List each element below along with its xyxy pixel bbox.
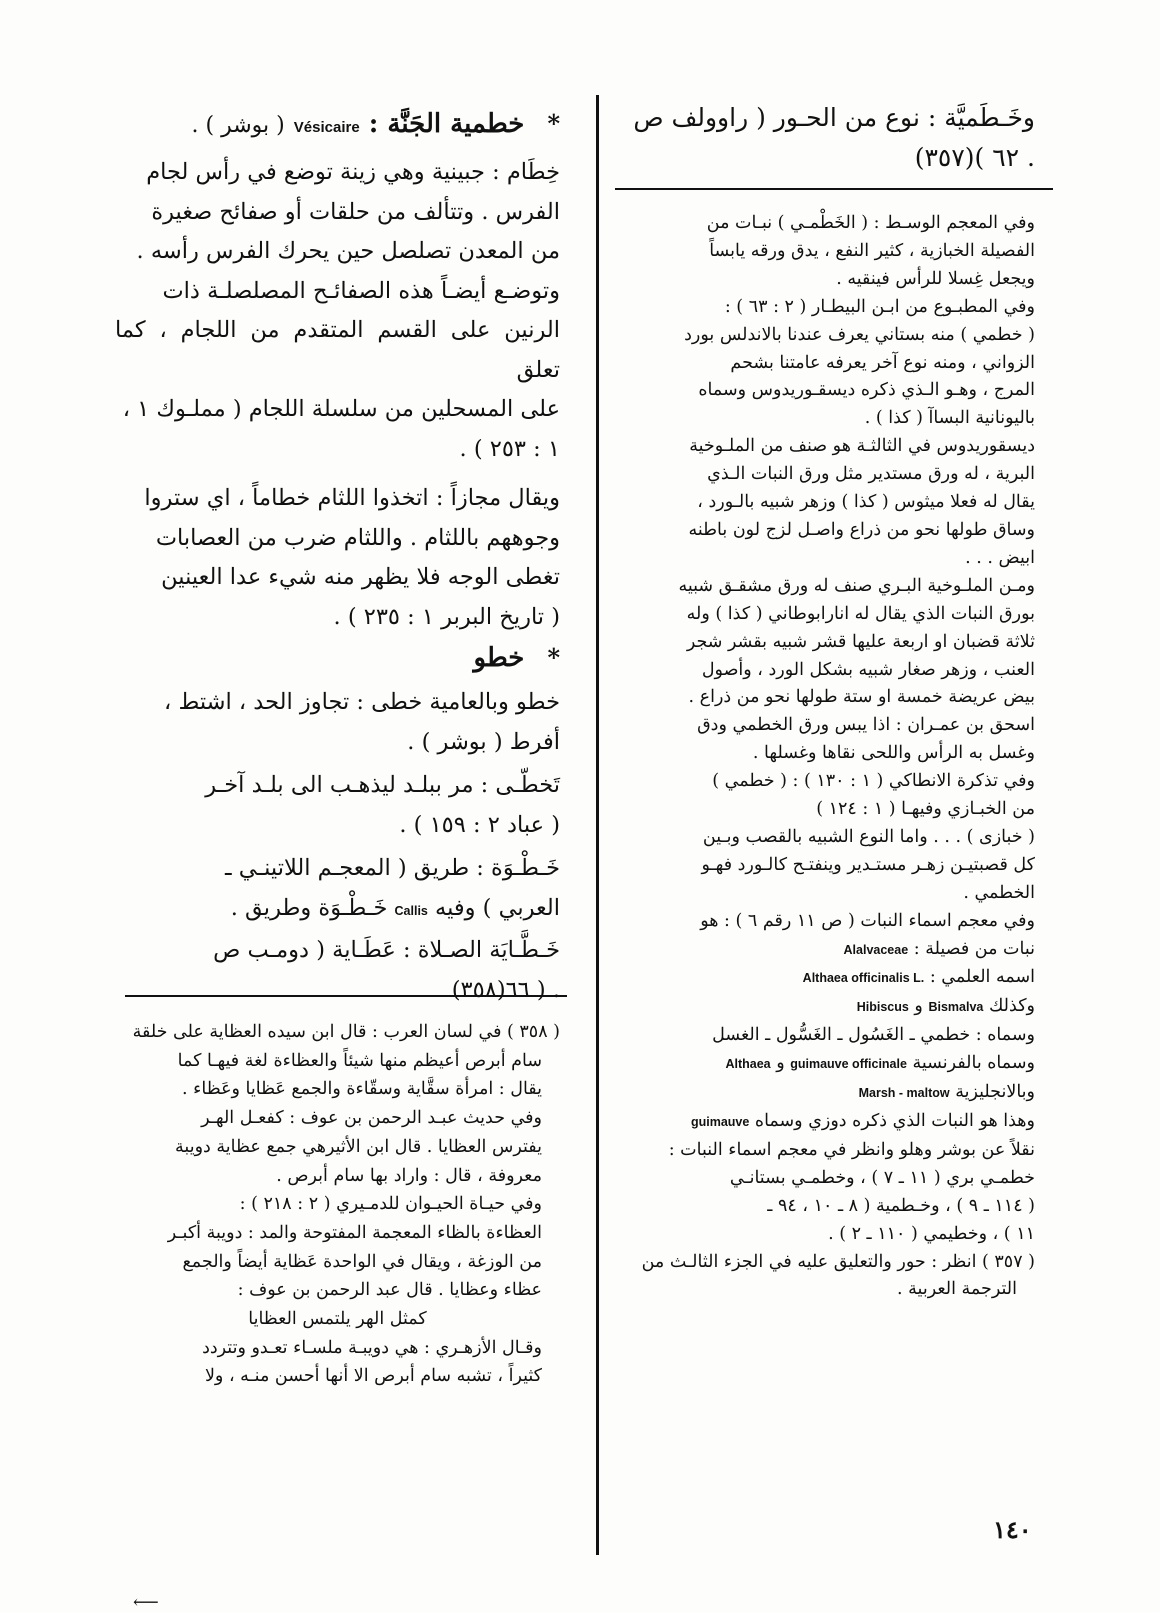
text-line: ( ١١٤ ـ ٩ ) ، وخـطمية ( ٨ ـ ١٠ ، ٩٤ ـ xyxy=(767,1195,1035,1216)
text-line: وفي المطبـوع من ابـن البيطـار ( ٢ : ٦٣ ) : xyxy=(724,296,1035,317)
dozy-prefix: وهذا هو النبات الذي ذكره دوزي وسماه xyxy=(754,1111,1035,1131)
french-prefix: وسماه بالفرنسية xyxy=(912,1053,1035,1074)
text-line: على المسحلين من سلسلة اللجام ( مملـوك ١ ، xyxy=(122,396,560,422)
text-line: بيض عريضة خمسة او ستة طولها نحو من ذراع . xyxy=(688,687,1035,708)
text-line: ( خطمي ) منه بستاني يعرف عندنا بالاندلس بورد xyxy=(684,324,1035,345)
footnote-line: ( ٣٥٨ ) في لسان العرب : قال ابن سيده العظاية على خلقة xyxy=(132,1022,560,1042)
also-prefix: وكذلك xyxy=(988,996,1035,1017)
text-line: ويجعل غِسلا للرأس فينقيه . xyxy=(836,268,1035,289)
footnote-line: معروفة ، قال : واراد بها سام أبرص . xyxy=(276,1165,542,1186)
text-line: من المعدن تصلصل حين يحرك الفرس رأسه . xyxy=(136,238,560,264)
text-line: ويقال مجازاً : اتخذوا اللثام خطاماً ، اي ستروا xyxy=(144,485,560,511)
text-line: الفرس . وتتألف من حلقات أو صفائح صغيرة xyxy=(151,198,560,225)
text-line: بورق النبات الذي يقال له انارابوطاني ( كذا ) وله xyxy=(686,603,1035,624)
entry-heading-khatmiyat-al-janna xyxy=(115,103,560,149)
also-latin-2: Hibiscus xyxy=(856,1000,909,1015)
french-line xyxy=(610,1050,1035,1079)
names-line: وسماه : خطمي ـ الغَسُول ـ الغَسُّول ـ الغسل xyxy=(712,1025,1035,1046)
text-line: المرج ، وهـو الـذي ذكره ديسقـوريدوس وسماه xyxy=(698,380,1035,401)
asterisk-icon: * xyxy=(547,109,560,138)
text-line: خِطَام : جبينية وهي زينة توضع في رأس لجام xyxy=(146,159,560,185)
footnote-line: يفترس العظايا . قال ابن الأثيرهي جمع عظاية دويبة xyxy=(175,1136,542,1157)
footnote-358 xyxy=(115,1018,560,1391)
scientific-prefix: اسمه العلمي : xyxy=(929,967,1035,988)
text-line: الزواني ، ومنه نوع آخر يعرفه عامتنا بشحم xyxy=(730,352,1035,373)
family-prefix: نبات من فصيلة : xyxy=(913,938,1035,959)
text-line: ديسقوريدوس في الثالثـة هو صنف من الملـوخية xyxy=(689,436,1035,457)
text-line: ( تاريخ البربر ١ : ٢٣٥ ) . xyxy=(333,603,560,630)
english-prefix: وبالانجليزية xyxy=(955,1082,1035,1103)
callis-prefix: العربي ) وفيه xyxy=(435,894,560,921)
text-line: خَـطْـوَة : طريق ( المعجـم اللاتينـي ـ xyxy=(225,855,560,881)
text-line: كل قصبتيـن زهـر مستـدير وينفتـح كالـورد فهـو xyxy=(701,854,1035,875)
asterisk-icon: * xyxy=(547,643,560,672)
column-divider xyxy=(596,95,599,1555)
scientific-latin: Althaea officinalis L. xyxy=(802,971,925,986)
french-latin-2: Althaea xyxy=(725,1057,771,1072)
right-footnote-separator xyxy=(615,188,1053,190)
text-line: خطمـي بري ( ١١ ـ ٧ ) ، وخطمـي بستانـي xyxy=(729,1167,1035,1188)
text-line: وجوههم باللثام . واللثام ضرب من العصابات xyxy=(155,524,560,551)
footnote-line: وفي حديث عبـد الرحمن بن عوف : كفعـل الهـر xyxy=(201,1108,542,1129)
heading-word: خطو xyxy=(473,643,525,673)
text-line: العنب ، وزهر صغار شبيه بشكل الورد ، وأصول xyxy=(701,659,1035,680)
french-latin-1: guimauve officinale xyxy=(790,1057,907,1072)
footnote-line: وفي حيـاة الحيـوان للدمـيري ( ٢ : ٢١٨ ) : xyxy=(239,1194,542,1215)
page-number: ١٤٠ xyxy=(993,1515,1032,1544)
right-column-footnote-body xyxy=(610,210,1035,1304)
heading-word: خطمية الجَنَّة : xyxy=(368,109,525,139)
text-line: أفرط ( بوشر ) . xyxy=(407,728,560,755)
text-line: ثلاثة قضبان او اربعة عليها قشر شبيه بقشر شجر xyxy=(686,631,1035,652)
footnote-line: وقـال الأزهـري : هي دويبـة ملسـاء تعـدو وتتردد xyxy=(202,1337,542,1358)
text-line: خطو وبالعامية خطى : تجاوز الحد ، اشتط ، xyxy=(164,689,560,715)
text-line: اسحق بن عمـران : اذا يبس ورق الخطمي ودق xyxy=(697,715,1035,736)
text-line: ومـن الملـوخية البـري صنف له ورق مشقـق شبيه xyxy=(678,575,1035,596)
text-line: وفي معجم اسماء النبات ( ص ١١ رقم ٦ ) : هو xyxy=(700,910,1035,931)
english-line xyxy=(610,1079,1035,1108)
family-line xyxy=(610,936,1035,965)
footnote-line: عظاء وعظايا . قال عبد الرحمن بن عوف : xyxy=(237,1280,542,1301)
text-line: ١١ ) ، وخطيمي ( ١١٠ ـ ٢ ) . xyxy=(828,1223,1035,1244)
text-line: الرنين على القسم المتقدم من اللجام ، كما تعلق xyxy=(115,317,560,383)
heading-source: ( بوشر ) . xyxy=(191,113,285,138)
heading-latin: Vésicaire xyxy=(293,119,360,136)
text-line: تَخطّـى : مر ببلـد ليذهـب الى بلـد آخـر xyxy=(205,772,560,798)
english-latin: Marsh - maltow xyxy=(858,1086,950,1101)
text-line: ١ : ٢٥٣ ) . xyxy=(459,435,560,462)
text-line: من الخبـازي وفيهـا ( ١ : ١٢٤ ) xyxy=(816,799,1035,820)
entry-line: . ٦٢ )(٣٥٧) xyxy=(914,143,1035,172)
dozy-latin: guimauve xyxy=(690,1115,750,1129)
also-latin-1: Bismalva xyxy=(928,1000,984,1015)
text-line: خَـطَّـايَة الصـلاة : عَطَـاية ( دومـب ص xyxy=(213,937,560,963)
entry-heading-khatw xyxy=(115,637,560,679)
right-column-top-entry xyxy=(615,98,1035,178)
text-line: الفصيلة الخبازية ، كثير النفع ، يدق ورقه يابساً xyxy=(709,240,1035,261)
family-latin: Alalvaceae xyxy=(843,942,909,957)
text-line xyxy=(115,889,560,932)
text-line: تغطى الوجه فلا يظهر منه شيء عدا العينين xyxy=(161,564,560,590)
french-and: و xyxy=(776,1053,785,1074)
continue-arrow-icon: ⟵ xyxy=(133,1592,159,1613)
scientific-name-line xyxy=(610,964,1035,993)
footnote-line: سام أبرص أعيظم منها شيئاً والعظاءة لغة فيهـا كما xyxy=(177,1050,542,1071)
text-line: وفي المعجم الوسـط : ( الخَطْمـي ) نبـات من xyxy=(706,213,1035,233)
text-line: وفي تذكرة الانطاكي ( ١ : ١٣٠ ) : ( خطمي ) xyxy=(712,771,1035,792)
text-line: ابيض . . . xyxy=(965,547,1035,568)
footnote-357-line: الترجمة العربية . xyxy=(897,1279,1017,1300)
left-column-main xyxy=(115,103,560,1010)
also-and: و xyxy=(914,996,923,1017)
footnote-line: من الوزغة ، ويقال في الواحدة عَظاية أيضاً والجمع xyxy=(182,1251,542,1272)
text-line: . ( ٦٦(٣٥٨) xyxy=(451,976,560,1003)
text-line: ( خبازى ) . . . واما النوع الشبيه بالقصب وبـين xyxy=(702,826,1035,847)
callis-tail: خَـطْـوَة وطريق . xyxy=(230,894,388,921)
verse-line: كمثل الهر يلتمس العظايا xyxy=(248,1309,427,1330)
text-line: وساق طولها نحو من ذراع واصـل لزج لون باطنه xyxy=(688,519,1035,540)
text-line: ( عباد ٢ : ١٥٩ ) . xyxy=(399,811,560,838)
text-line: باليونانية البساآ ( كذا ) . xyxy=(864,408,1035,429)
text-line: البرية ، له ورق مستدير مثل ورق النبات الـذي xyxy=(707,464,1035,485)
dozy-line xyxy=(610,1108,1035,1137)
also-line xyxy=(610,993,1035,1022)
text-line: الخطمي . xyxy=(963,882,1035,903)
text-line: وتوضـع أيضـاً هذه الصفائـح المصلصلـة ذات xyxy=(162,277,560,304)
footnote-line: كثيراً ، تشبه سام أبرص الا أنها أحسن منـه ، ولا xyxy=(204,1366,542,1387)
callis-latin: Callis xyxy=(394,903,428,918)
text-line: نقلاً عن بوشر وهلو وانظر في معجم اسماء النبات : xyxy=(668,1139,1035,1160)
footnote-357-line: ( ٣٥٧ ) انظر : حور والتعليق عليه في الجزء الثالـث من xyxy=(641,1251,1035,1272)
entry-line: وخَـطَميَّة : نوع من الحـور ( راوولف ص xyxy=(633,103,1035,132)
text-line: وغسل به الرأس واللحى نقاها وغسلها . xyxy=(752,743,1035,764)
footnote-line: يقال : امرأة سقَّاية وسقّاءة والجمع عَظايا وعَظاء . xyxy=(182,1079,542,1100)
footnote-line: العظاءة بالظاء المعجمة المفتوحة والمد : دويبة أكبـر xyxy=(167,1222,542,1243)
text-line: يقال له فعلا ميثوس ( كذا ) وزهر شبيه بالـورد ، xyxy=(697,492,1035,513)
